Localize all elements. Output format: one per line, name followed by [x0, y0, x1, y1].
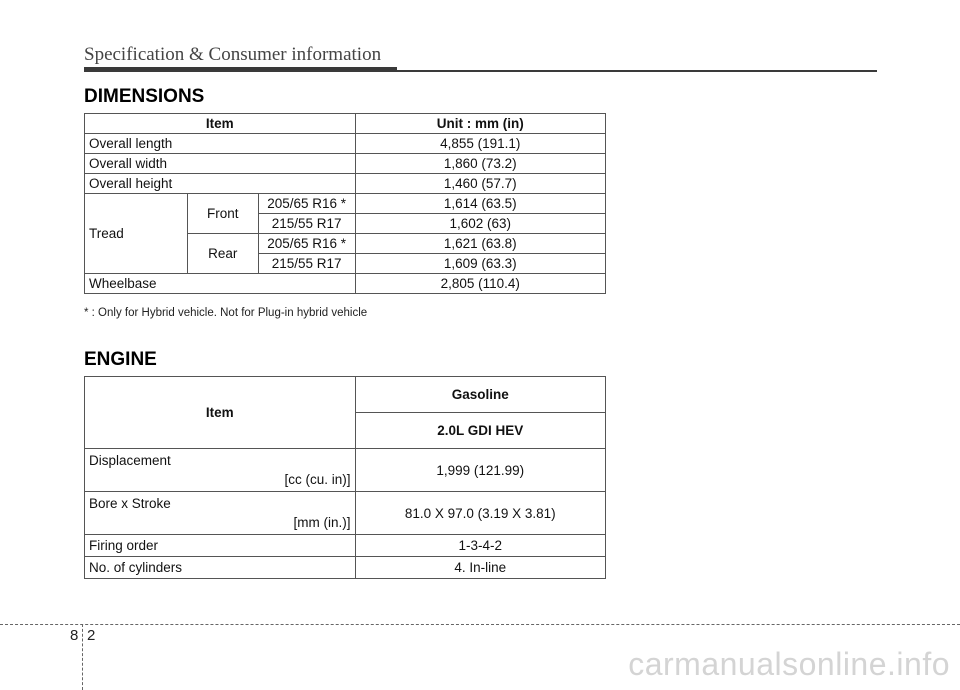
dimensions-col-item: Item	[85, 114, 356, 134]
footer-vertical-dashed-rule	[82, 624, 83, 690]
engine-col-fuel: Gasoline	[355, 377, 606, 413]
dimensions-title: DIMENSIONS	[84, 86, 205, 107]
wheelbase-value: 2,805 (110.4)	[355, 274, 605, 294]
tread-label: Tread	[85, 194, 188, 274]
engine-table	[84, 376, 606, 579]
displacement-value: 1,999 (121.99)	[355, 449, 606, 492]
firing-order-value: 1-3-4-2	[355, 535, 606, 557]
dimensions-header-row	[85, 114, 606, 134]
table-row	[85, 492, 606, 535]
tread-rear-tire-2: 215/55 R17	[258, 254, 355, 274]
tread-rear-label: Rear	[187, 234, 258, 274]
table-row	[85, 134, 606, 154]
tread-front-label: Front	[187, 194, 258, 234]
displacement-label: Displacement	[89, 453, 171, 468]
tread-rear-value-1: 1,621 (63.8)	[355, 234, 605, 254]
tread-rear-value-2: 1,609 (63.3)	[355, 254, 605, 274]
overall-length-label: Overall length	[85, 134, 356, 154]
cylinders-label: No. of cylinders	[85, 557, 356, 579]
overall-width-label: Overall width	[85, 154, 356, 174]
tread-rear-tire-1: 205/65 R16 *	[258, 234, 355, 254]
engine-title: ENGINE	[84, 349, 157, 370]
cylinders-value: 4. In-line	[355, 557, 606, 579]
table-row	[85, 274, 606, 294]
header-rule-thin	[397, 70, 877, 72]
dimensions-col-unit: Unit : mm (in)	[355, 114, 605, 134]
tread-front-tire-2: 215/55 R17	[258, 214, 355, 234]
bore-stroke-value: 81.0 X 97.0 (3.19 X 3.81)	[355, 492, 606, 535]
tread-front-value-1: 1,614 (63.5)	[355, 194, 605, 214]
firing-order-label: Firing order	[85, 535, 356, 557]
engine-col-item: Item	[85, 377, 356, 449]
wheelbase-label: Wheelbase	[85, 274, 356, 294]
tread-front-value-2: 1,602 (63)	[355, 214, 605, 234]
page-header-title: Specification & Consumer information	[84, 44, 382, 65]
table-row	[85, 154, 606, 174]
tread-front-tire-1: 205/65 R16 *	[258, 194, 355, 214]
engine-col-engine: 2.0L GDI HEV	[355, 413, 606, 449]
dimensions-table	[84, 113, 606, 294]
bore-stroke-label: Bore x Stroke	[89, 496, 171, 511]
table-row	[85, 557, 606, 579]
table-row	[85, 174, 606, 194]
overall-length-value: 4,855 (191.1)	[355, 134, 605, 154]
bore-stroke-cell	[85, 492, 356, 535]
table-row	[85, 535, 606, 557]
bore-stroke-unit: [mm (in.)]	[293, 515, 351, 530]
section-number: 8	[70, 627, 79, 644]
engine-header-row	[85, 377, 606, 413]
overall-width-value: 1,860 (73.2)	[355, 154, 605, 174]
page-number: 2	[87, 627, 96, 644]
dimensions-footnote: * : Only for Hybrid vehicle. Not for Plug-in hybrid vehicle	[84, 307, 368, 319]
table-row	[85, 194, 606, 214]
displacement-cell	[85, 449, 356, 492]
displacement-unit: [cc (cu. in)]	[284, 472, 351, 487]
watermark: carmanualsonline.info	[628, 646, 950, 682]
header-rule-dark	[84, 67, 397, 72]
overall-height-label: Overall height	[85, 174, 356, 194]
footer-dashed-rule	[0, 624, 960, 625]
overall-height-value: 1,460 (57.7)	[355, 174, 605, 194]
table-row	[85, 449, 606, 492]
